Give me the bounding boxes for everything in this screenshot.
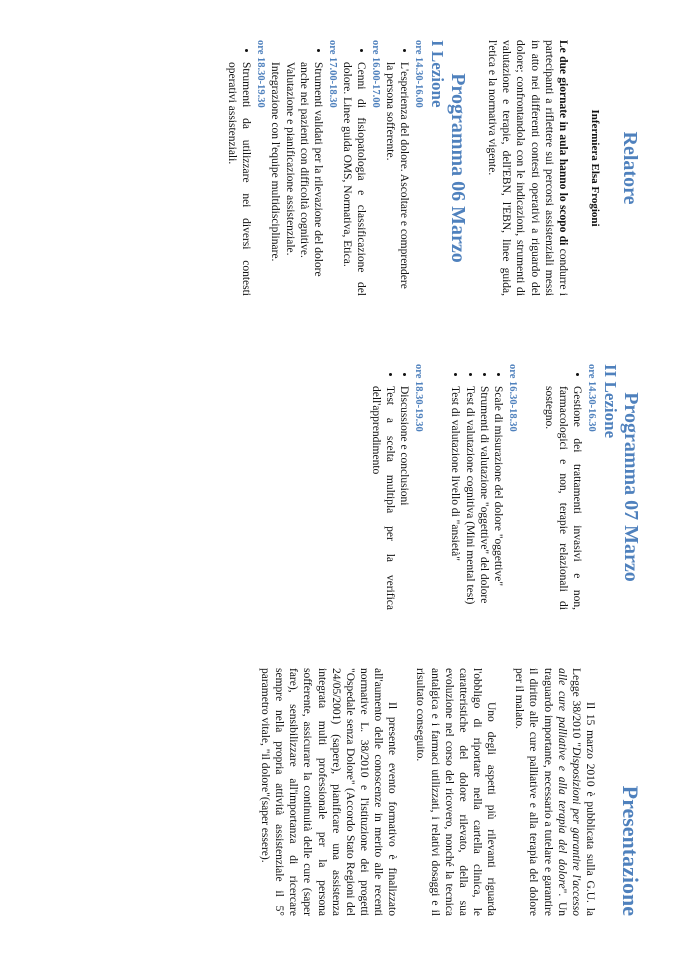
slot-item: • Test a scelta multipla per la verifica dell'apprendimento bbox=[369, 386, 397, 610]
slot-item: • Strumenti di valutazione "oggettive" del dolore bbox=[477, 386, 491, 610]
p1-text-a: Il 15 marzo 2010 è pubblicata sulla G.U. la Legge 38/2010 " bbox=[569, 668, 596, 916]
slot-time: ore 18.30-19.30 bbox=[413, 364, 425, 432]
slot-item: • L'esperienza del dolore. Ascoltare e comprendere la persona sofferente. bbox=[383, 62, 411, 296]
slot-time: ore 14.30-16.00 bbox=[413, 40, 425, 108]
speaker-name: Infermiera Elsa Frogioni bbox=[589, 109, 602, 227]
day2-slot bbox=[448, 364, 517, 610]
column-presentazione bbox=[0, 640, 678, 960]
slot-item: • Strumenti da utilizzare nei diversi contesti operativi assistenziali. bbox=[225, 62, 253, 296]
presentazione-title: Presentazione bbox=[618, 785, 643, 916]
slot-time: ore 18.30-19.30 bbox=[255, 40, 267, 108]
presentazione-paragraph-3: Il presente evento formativo è finalizzato all'aumento delle conoscenze in merito alle recenti normative L. 38/2010 e l'istituzione dei progetti "Ospedale senza Dolore" (Accordo Stato Regioni del 24/05/2001) (sapere), pianificare una assistenza integrata multi professionale per la persona sofferente, assicurare la continuità delle cure (saper fare), sensibilizzare all'importanza di ricercare sempre nella propria attività assistenziale il 5° parametro vitale, "il dolore"(saper essere). bbox=[259, 668, 399, 916]
slot-time: ore 16.00-17.00 bbox=[369, 40, 381, 108]
slot-time: ore 14.30-16.30 bbox=[586, 364, 598, 432]
slot-item: • Cenni di fisiopatologia e classificazione del dolore. Linee guida OMS, Normativa, Etica. bbox=[340, 62, 368, 296]
program-day1-title: Programma 06 Marzo bbox=[447, 73, 470, 263]
presentazione-paragraph-1 bbox=[512, 668, 597, 916]
p1-text-b: ". Un traguardo importante, necessario a tutelare e garantire il diritto alle cure palliative e alla terapia del dolore per il malato. bbox=[513, 668, 568, 917]
lezione-1-title: I Lezione bbox=[428, 40, 448, 108]
intro-bold: Le due giornate in aula hanno lo scopo di bbox=[556, 40, 569, 246]
presentazione-paragraph-2: Uno degli aspetti più rilevanti riguarda l'obbligo di riportare nella cartella clinica, le caratteristiche del dolore rilevato, della sua evoluzione nel corso del ricovero, nonché la tecnica antalgica e i farmaci utilizzati, i relativi dosaggi e il risultato conseguito. bbox=[414, 668, 498, 916]
day1-slot bbox=[383, 40, 424, 296]
column-relatore bbox=[0, 0, 678, 320]
day1-slot bbox=[225, 40, 266, 296]
intro-paragraph bbox=[485, 40, 570, 296]
slot-item: • Gestione dei trattamenti invasivi e non, farmacologici e non, terapie relazionali di sostegno. bbox=[542, 386, 584, 610]
slot-item: • Scale di misurazione del dolore "oggettive" bbox=[491, 386, 505, 610]
column-program-day2 bbox=[0, 320, 678, 640]
slot-time: ore 16.30-18.30 bbox=[506, 364, 518, 432]
intro-rest: condurre i partecipanti a riflettere sui percorsi assistenziali messi in atto nei differenti contesti operativi a riguardo del dolore; confrontandola con le indicazioni, strumenti di valutazione e terapie, dell'EBN, l'EBN, linee guida, l'etica e la normativa vigente. bbox=[486, 40, 569, 296]
lezione-2-title: II Lezione bbox=[601, 364, 620, 439]
slot-time: ore 17.00-18.30 bbox=[326, 40, 338, 108]
program-day2-title: Programma 07 Marzo bbox=[620, 392, 642, 582]
day2-slot bbox=[369, 364, 424, 610]
slot-item: • Discussione e conclusioni bbox=[397, 386, 411, 610]
day2-slot bbox=[542, 364, 597, 610]
day1-slot bbox=[340, 40, 381, 296]
law-title: Disposizioni per garantire l'accesso alle cure palliative e alla terapia del dolore bbox=[555, 668, 582, 917]
slot-item: • Strumenti validati per la rilevazione del dolore anche nei pazienti con difficoltà cognitive. Valutazione e pianificazione assistenziale. Integrazione con l'equipe multidisciplinare. bbox=[268, 62, 325, 296]
slot-item: • Test di valutazione livello di "ansietà" bbox=[448, 386, 462, 610]
relatore-title: Relatore bbox=[619, 131, 641, 205]
day1-slot bbox=[268, 40, 337, 296]
slot-item: • Test di valutazione cognitiva (Mini mental test) bbox=[462, 386, 476, 610]
